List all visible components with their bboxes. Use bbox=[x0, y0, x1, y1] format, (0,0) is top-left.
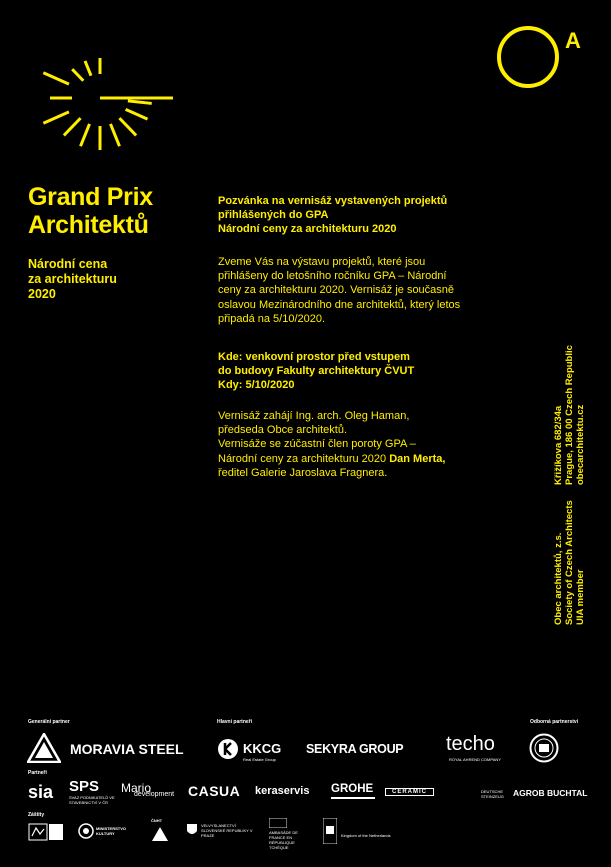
opening-paragraph bbox=[218, 409, 518, 480]
france-embassy-label: AMBASÁDE DE FRANCE EN RÉPUBLIQUE TCHÈQUE bbox=[269, 830, 298, 850]
when-line: Kdy: 5/10/2020 bbox=[218, 379, 295, 392]
gpa-subtitle bbox=[28, 257, 117, 302]
paragraph-line: připadá na 5/10/2020. bbox=[218, 312, 326, 325]
deutsche-steinzeug-logo: DEUTSCHE STEINZEUG bbox=[481, 789, 504, 799]
invitation-paragraph bbox=[218, 255, 518, 326]
paragraph-line: ceny za architekturu 2020. Vernisáž je současně bbox=[218, 284, 455, 297]
netherlands-label: Kingdom of the Netherlands bbox=[341, 833, 391, 838]
paragraph-line bbox=[218, 452, 518, 466]
slovak-emblem-icon bbox=[186, 823, 198, 837]
netherlands-emblem-icon bbox=[323, 818, 337, 844]
grohe-underline bbox=[331, 797, 375, 799]
ministerstvo-kultury-label: MINISTERSTVO KULTURY bbox=[96, 826, 127, 836]
general-partner-label: Generální partner bbox=[28, 719, 70, 725]
partners-label: Partneři bbox=[28, 770, 47, 776]
ceramic-logo: CERAMIC bbox=[385, 788, 434, 796]
techo-sub: ROYAL AHREND COMPANY bbox=[449, 757, 501, 762]
cnht-icon bbox=[150, 823, 170, 843]
cnht-label: ČNHT bbox=[151, 818, 163, 823]
gpa-title bbox=[28, 183, 153, 239]
keraservis-logo: keraservis bbox=[255, 785, 310, 797]
paragraph-line: oslavou Mezinárodního dne architektů, který letos bbox=[218, 298, 461, 311]
where-line: do budovy Fakulty architektury ČVUT bbox=[218, 365, 415, 378]
kkcg-sub: Real Estate Group bbox=[243, 757, 276, 762]
org-line: UIA member bbox=[575, 569, 586, 625]
patronage-label: Záštity bbox=[28, 812, 45, 818]
grohe-logo: GROHE bbox=[331, 783, 374, 795]
paragraph-line: Vernisáže se zúčastní člen poroty GPA – bbox=[218, 438, 416, 451]
sps-logo: SPS bbox=[69, 778, 100, 795]
dan-merta-name: Dan Merta, bbox=[389, 452, 446, 465]
moravia-steel-icon bbox=[27, 733, 61, 763]
main-partners-label: Hlavní partneři bbox=[217, 719, 253, 725]
heading-line: Pozvánka na vernisáž vystavených projektů bbox=[218, 195, 448, 207]
oa-letter: A bbox=[565, 28, 581, 53]
kkcg-icon bbox=[217, 737, 239, 761]
address-vertical bbox=[553, 345, 586, 485]
address-line: Křižíkova 682/34a bbox=[553, 405, 564, 485]
gpa-subtitle-line: Národní cena bbox=[28, 257, 108, 271]
expert-partners-label: Odborná partnerství bbox=[530, 719, 579, 725]
praha-emblem-icon bbox=[48, 823, 64, 841]
paragraph-line: Zveme Vás na výstavu projektů, které jsou bbox=[218, 256, 426, 268]
france-embassy-icon bbox=[269, 818, 287, 828]
gpa-title-line: Grand Prix bbox=[28, 183, 153, 211]
org-info-vertical bbox=[553, 500, 586, 625]
event-place-date bbox=[218, 350, 518, 393]
moravia-steel-logo: MORAVIA STEEL bbox=[70, 741, 184, 757]
address-line: Prague, 186 00 Czech Republic bbox=[564, 345, 575, 485]
expert-partner-seal-icon bbox=[529, 733, 559, 763]
sia-logo: sia bbox=[28, 782, 54, 802]
where-line: Kde: venkovní prostor před vstupem bbox=[218, 351, 410, 363]
sps-sub: SVAZ PODNIKATELŮ VE STAVEBNICTVÍ V ČR bbox=[69, 795, 115, 805]
gpa-subtitle-line: za architekturu bbox=[28, 272, 117, 286]
org-line: Obec architektů, z.s. bbox=[553, 532, 564, 625]
slovak-embassy-label: VELVYSLANECTVÍ SLOVENSKÉ REPUBLIKY V PRAZE bbox=[201, 823, 253, 838]
kkcg-logo: KKCG bbox=[243, 741, 282, 756]
ministerstvo-kultury-icon bbox=[78, 823, 94, 839]
org-line: Society of Czech Architects bbox=[564, 500, 575, 625]
heading-line: Národní ceny za architekturu 2020 bbox=[218, 223, 397, 236]
heading-line: přihlášených do GPA bbox=[218, 209, 329, 222]
paragraph-line: předseda Obce architektů. bbox=[218, 424, 348, 437]
casua-logo: CASUA bbox=[188, 783, 241, 799]
techo-logo: techo bbox=[446, 733, 495, 755]
agrob-buchtal-logo: AGROB BUCHTAL bbox=[513, 788, 588, 798]
address-link[interactable]: obecarchitektu.cz bbox=[575, 404, 586, 485]
sekyra-group-logo: SEKYRA GROUP bbox=[306, 742, 404, 756]
invitation-heading bbox=[218, 194, 518, 237]
paragraph-line: Vernisáž zahájí Ing. arch. Oleg Haman, bbox=[218, 410, 410, 422]
mario-logo: Mario bbox=[121, 781, 152, 795]
gpa-sun-logo bbox=[20, 18, 180, 178]
gpa-title-line: Architektů bbox=[28, 211, 149, 239]
paragraph-line: ředitel Galerie Jaroslava Fragnera. bbox=[218, 466, 388, 479]
patronage-emblem-icon bbox=[28, 823, 48, 841]
gpa-subtitle-line: 2020 bbox=[28, 287, 56, 301]
oa-circle-icon bbox=[495, 24, 561, 90]
mario-sub: development bbox=[134, 791, 175, 798]
paragraph-line: přihlášeny do letošního ročníku GPA – Národní bbox=[218, 270, 447, 283]
paragraph-line-prefix: Národní ceny za architekturu 2020 bbox=[218, 452, 390, 465]
